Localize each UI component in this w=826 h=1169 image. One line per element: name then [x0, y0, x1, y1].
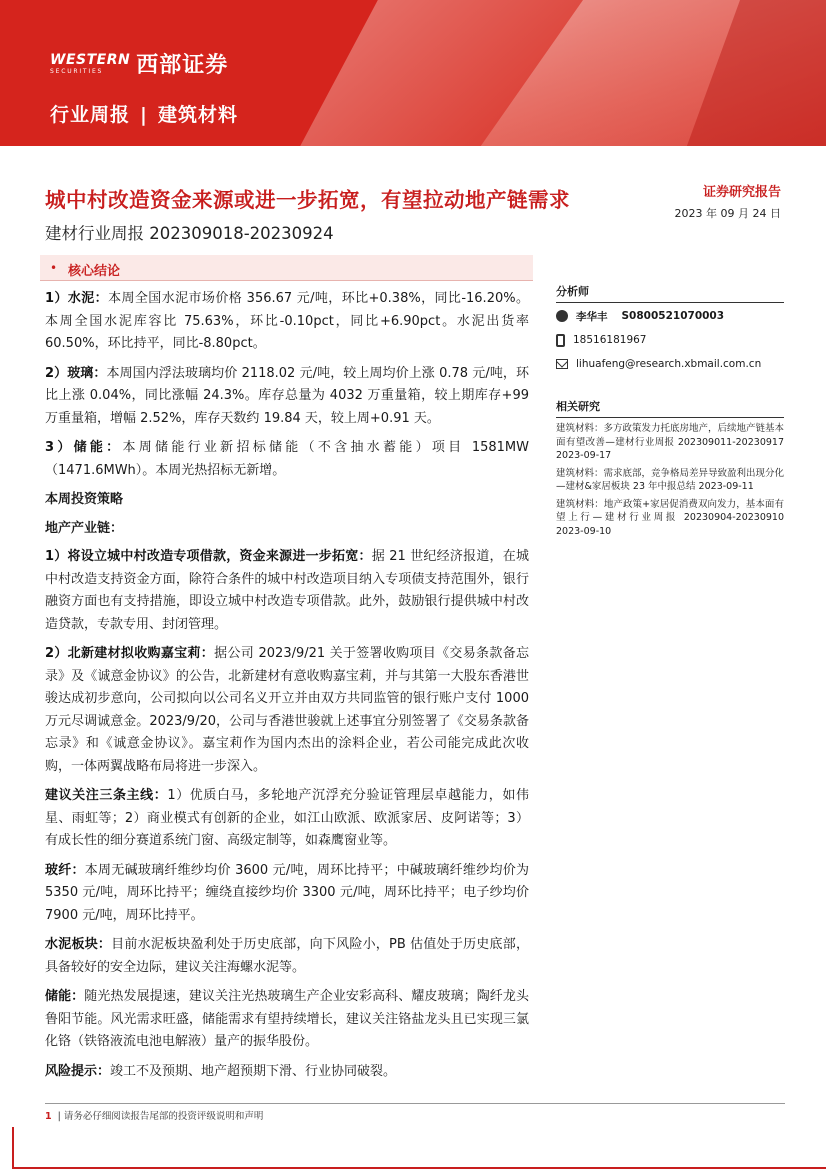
paragraph-lead: 水泥板块： [45, 937, 112, 952]
paragraph-text: 据公司 2023/9/21 关于签署收购项目《交易条款备忘录》及《诚意金协议》的公告，北新建材有意收购嘉宝莉，并与其第一大股东香港世骏达成初步意向，公司拟向以公司名义开立并由双方共同监管的银行账户支付 1000 万元尽调诚意金。2023/9/20，公司与香港世骏就上述事宜分别签署了《交易条款备忘录》和《诚意金协议》。嘉宝莉作为国内杰出的涂料企业，若公司能完成此次收购，一体两翼战略布局将进一步深入。 [45, 646, 530, 774]
strategy-heading: 本周投资策略 [45, 492, 124, 507]
paragraph-text: 本周国内浮法玻璃均价 2118.02 元/吨，较上周均价上涨 0.78 元/吨，环比上涨 0.04%，同比涨幅 24.3%。库存总量为 4032 万重量箱，较上期库存+99 万重量箱，增幅 2.52%，库存天数约 19.84 天，较上周+0.91 天。 [45, 365, 529, 426]
paragraph-lead: 1）将设立城中村改造专项借款，资金来源进一步拓宽： [45, 549, 372, 564]
paragraph-cement [45, 288, 529, 356]
corner-line-vertical [12, 1127, 14, 1169]
chain-heading: 地产产业链： [45, 520, 124, 536]
analyst-row [556, 305, 784, 327]
footer-separator: | [57, 1111, 64, 1122]
report-body [45, 288, 529, 1090]
paragraph-acquisition [45, 643, 529, 778]
related-section-title: 相关研究 [556, 395, 784, 418]
person-icon [556, 310, 568, 322]
paragraph-lead: 储能： [45, 989, 85, 1004]
phone-icon [556, 334, 565, 347]
paragraph-risk [45, 1061, 529, 1084]
email-row [556, 353, 784, 375]
mail-icon [556, 359, 568, 369]
paragraph-glass [45, 363, 529, 431]
report-title: 城中村改造资金来源或进一步拓宽，有望拉动地产链需求 [45, 188, 570, 212]
paragraph-text: 本周无碱玻璃纤维纱均价 3600 元/吨，周环比持平；中碱玻璃纤维纱均价为 5350 元/吨，周环比持平；缠绕直接纱均价 3300 元/吨，周环比持平；电子纱均价 7900 元/吨，周环比持平。 [45, 862, 529, 923]
report-category [50, 100, 238, 127]
paragraph-lead: 建议关注三条主线： [45, 788, 168, 803]
logo-en-line1: WESTERN [50, 51, 131, 68]
logo-chinese: 西部证券 [136, 53, 229, 78]
bullet-icon: • [50, 261, 58, 275]
footer-disclaimer: 请务必仔细阅读报告尾部的投资评级说明和声明 [63, 1111, 264, 1122]
company-logo [50, 48, 228, 79]
category-separator: | [140, 104, 148, 126]
paragraph-lead: 2）玻璃： [45, 365, 107, 381]
paragraph-text: 随光热发展提速，建议关注光热玻璃生产企业安彩高科、耀皮玻璃；陶纤龙头鲁阳节能。风光需求旺盛，储能需求有望持续增长，建议关注铬盐龙头且已实现三氯化铬（铁铬液流电池电解液）量产的振华股份。 [45, 989, 529, 1049]
analyst-license: S0800521070003 [621, 310, 725, 322]
logo-en-line2: SECURITIES [50, 67, 104, 75]
related-item[interactable]: 建筑材料：需求底部，竞争格局差异导致盈利出现分化 —建材&家居板块 23 年中报总结 2023-09-11 [556, 467, 785, 492]
related-item[interactable]: 建筑材料：多方政策发力托底房地产，后续地产链基本面有望改善—建材行业周报 202309011-20230917 2023-09-17 [556, 423, 785, 461]
paragraph-lead: 风险提示： [45, 1063, 111, 1079]
logo-english [50, 53, 130, 75]
paragraph-lead: 玻纤： [45, 862, 85, 878]
page-number: 1 [45, 1111, 52, 1122]
paragraph-lead: 3）储能： [45, 440, 123, 455]
paragraph-lead: 2）北新建材拟收购嘉宝莉： [45, 646, 215, 661]
category-label: 行业周报 [50, 104, 131, 126]
paragraph-text: 竣工不及预期、地产超预期下滑、行业协同破裂。 [110, 1063, 397, 1079]
paragraph-cement-sector [45, 934, 529, 979]
paragraph-text: 据 21 世纪经济报道，在城中村改造支持资金方面，除符合条件的城中村改造项目纳入专项债支持范围外，银行融资方面也有支持措施，即设立城中村改造专项借款。此外，鼓励银行提供城中村改造贷款，专款专用、封闭管理。 [45, 549, 529, 632]
page-footer [45, 1103, 785, 1122]
phone-row [556, 329, 784, 351]
analyst-phone: 18516181967 [573, 334, 647, 346]
report-subtitle: 建材行业周报 202309018-20230924 [45, 224, 334, 243]
paragraph-lead: 1）水泥： [45, 291, 109, 306]
paragraph-text: 1）优质白马，多轮地产沉浮充分验证管理层卓越能力，如伟星、雨虹等；2）商业模式有创新的企业，如江山欧派、欧派家居、皮阿诺等；3）有成长性的细分赛道系统门窗、高级定制等，如森鹰窗业等。 [45, 788, 529, 848]
paragraph-text: 目前水泥板块盈利处于历史底部，向下风险小，PB 估值处于历史底部，具备较好的安全边际，建议关注海螺水泥等。 [45, 937, 529, 975]
report-date: 2023 年 09 月 24 日 [674, 207, 781, 220]
sector-label: 建筑材料 [157, 104, 238, 126]
paragraph-storage [45, 437, 529, 482]
core-conclusion-bar [40, 255, 533, 281]
paragraph-three-lines [45, 785, 529, 853]
page-corner-decoration [0, 1127, 826, 1169]
paragraph-glass-fiber [45, 860, 529, 928]
paragraph-urban-village [45, 546, 529, 636]
header-banner [0, 0, 826, 146]
paragraph-energy-storage [45, 986, 529, 1054]
related-item[interactable]: 建筑材料：地产政策+家居促消费双向发力，基本面有望上行—建材行业周报 20230904-20230910 2023-09-10 [556, 498, 784, 537]
report-type-label: 证券研究报告 [702, 185, 781, 200]
analyst-section-title: 分析师 [556, 280, 784, 303]
sidebar [556, 280, 784, 538]
analyst-email[interactable]: lihuafeng@research.xbmail.com.cn [576, 358, 762, 370]
core-conclusion-label: 核心结论 [68, 264, 121, 279]
paragraph-text: 本周全国水泥市场价格 356.67 元/吨，环比+0.38%，同比-16.20%。本周全国水泥库容比 75.63%，环比-0.10pct，同比+6.90pct。水泥出货率 60.50%，环比持平，同比-8.80pct。 [45, 291, 529, 351]
analyst-name: 李华丰 [576, 310, 608, 323]
paragraph-text: 本周储能行业新招标储能（不含抽水蓄能）项目 1581MW（1471.6MWh）。本周光热招标无新增。 [45, 440, 529, 478]
